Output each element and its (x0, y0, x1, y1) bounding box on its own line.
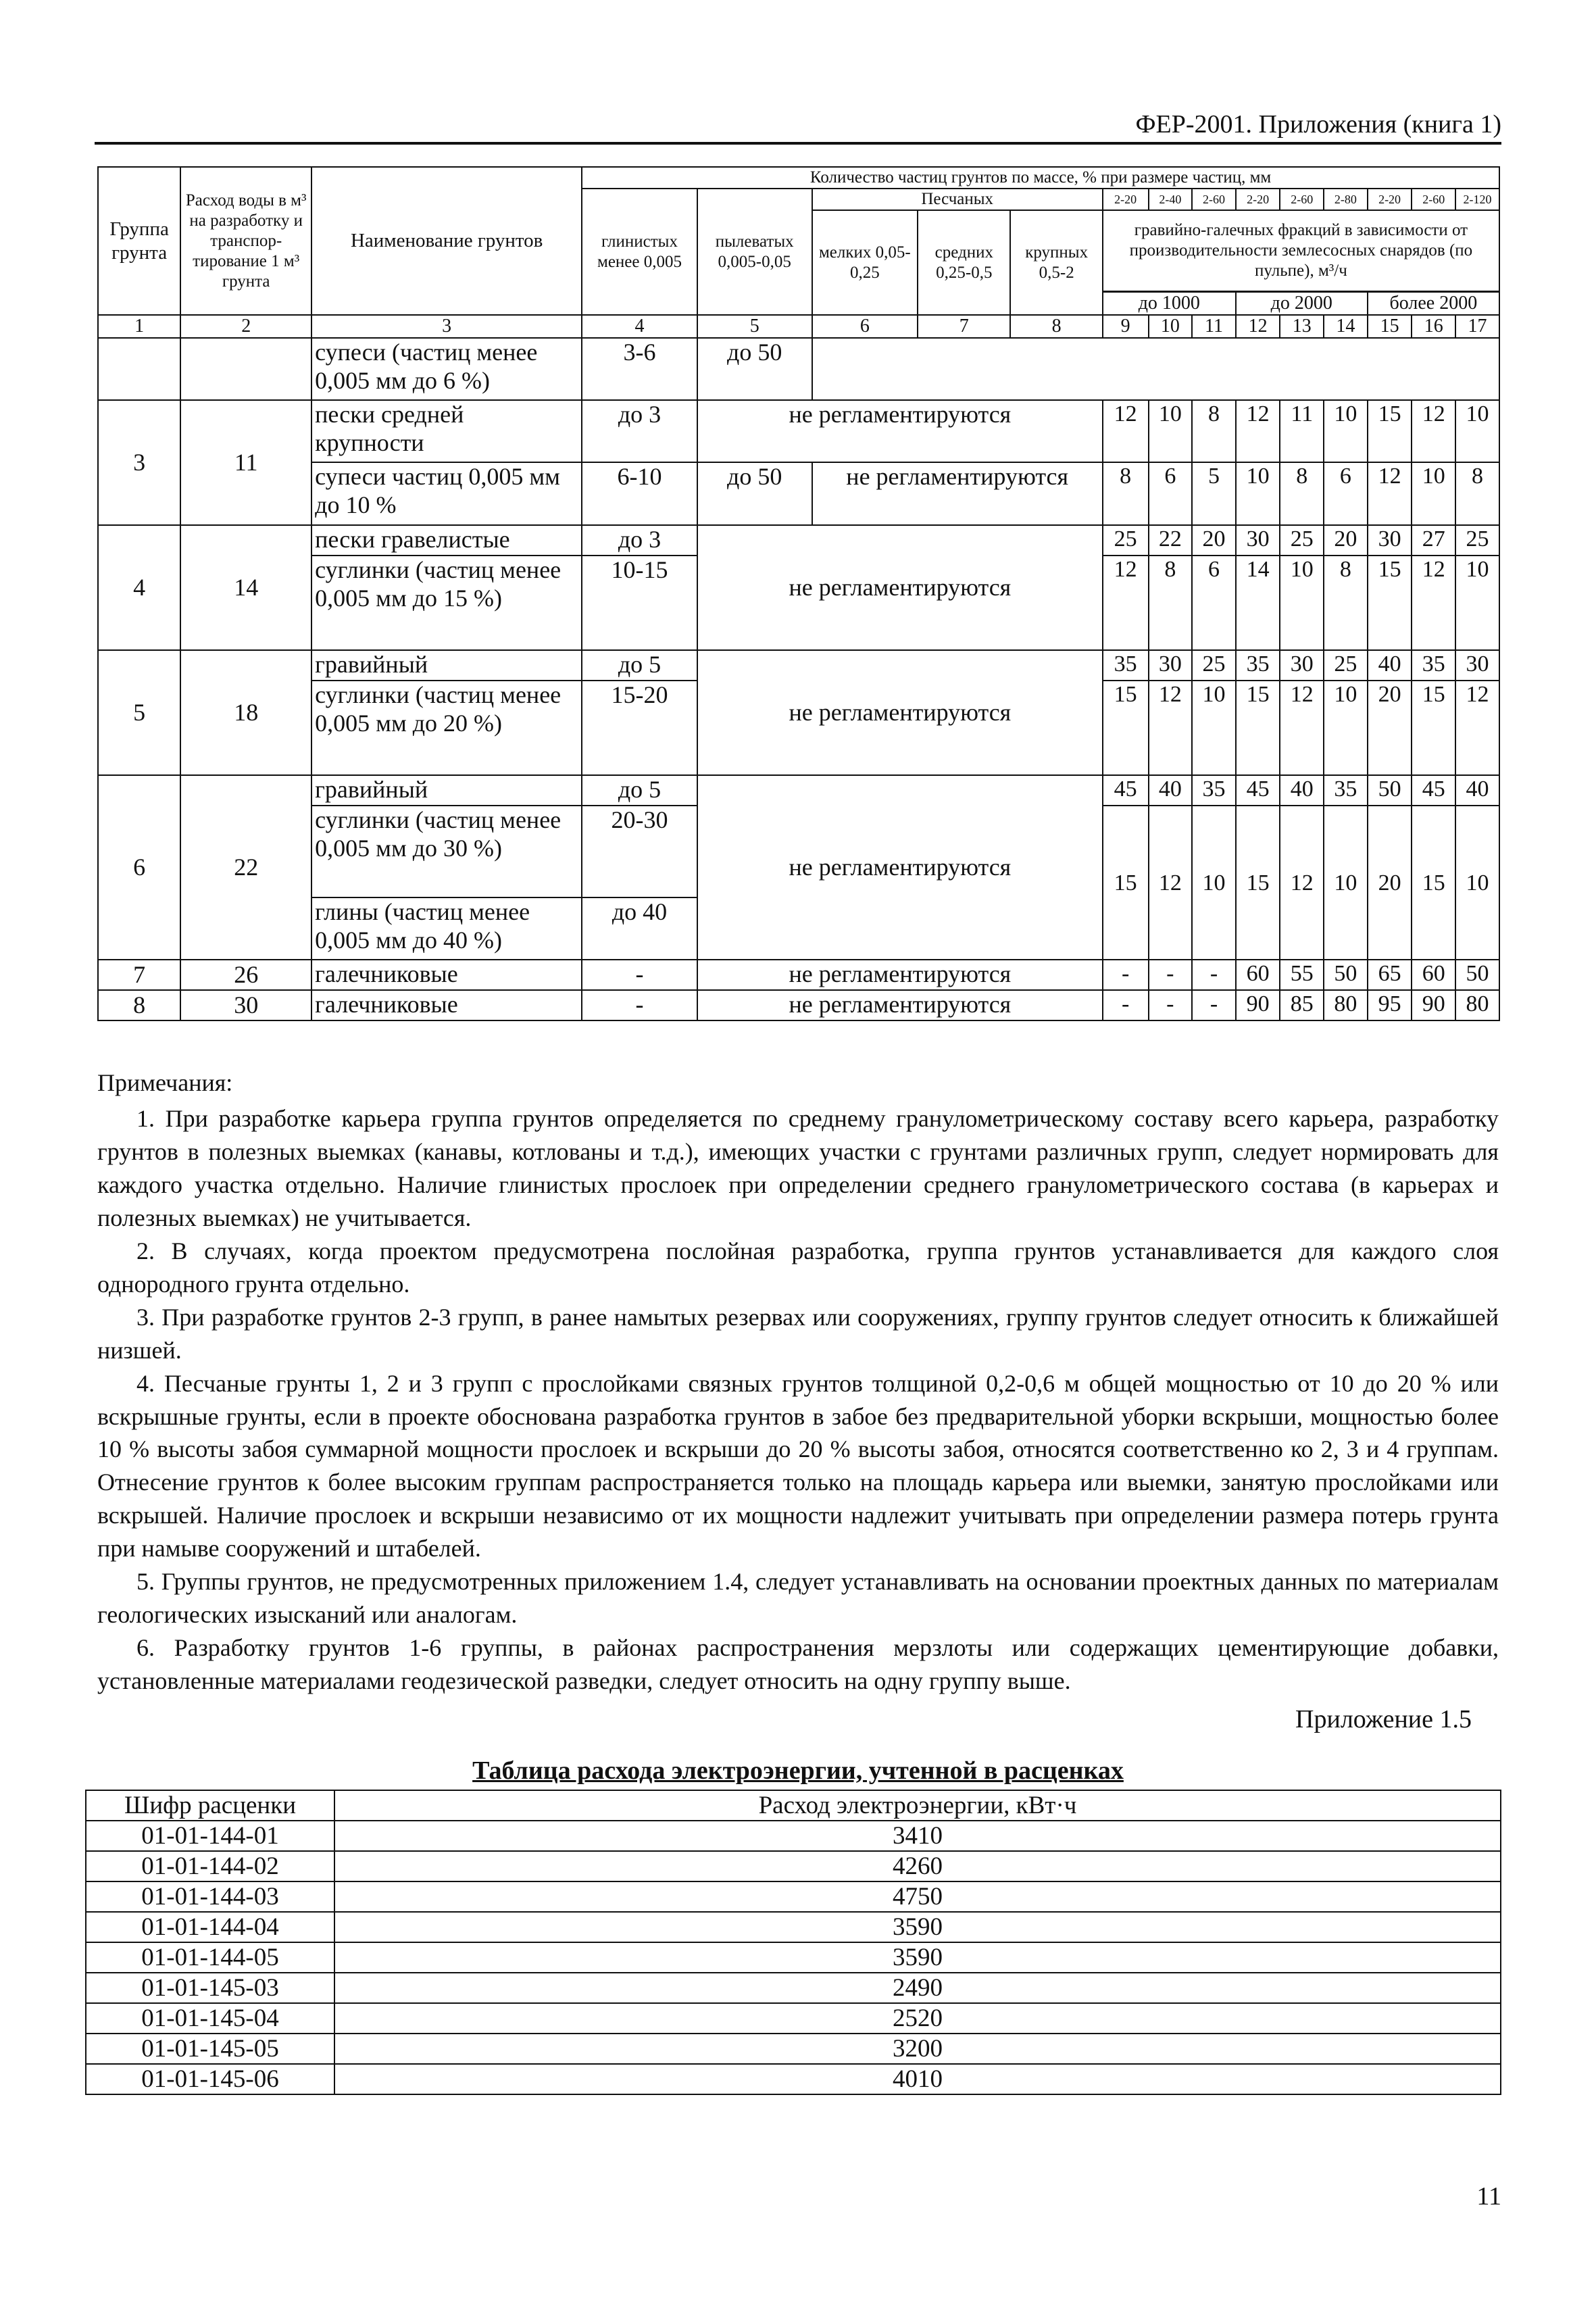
fraction-value: 5 (1192, 462, 1236, 525)
table-row (86, 2034, 1501, 2064)
rate-code: 01-01-144-02 (86, 1851, 334, 1881)
consumption-value: 4750 (334, 1881, 1501, 1912)
head-sand: Песчаных (812, 189, 1103, 210)
table-row (86, 1881, 1501, 1912)
fraction-value: 35 (1412, 650, 1455, 681)
fraction-value: 15 (1236, 681, 1280, 775)
fraction-value: 80 (1324, 990, 1368, 1020)
appendix-label: Приложение 1.5 (1295, 1705, 1472, 1733)
fraction-value: 35 (1192, 775, 1236, 806)
water-value: 18 (180, 650, 311, 775)
head-group: Группа грунта (98, 167, 180, 315)
fraction-value: 10 (1455, 556, 1499, 650)
fraction-value: 45 (1236, 775, 1280, 806)
col-num: 11 (1192, 315, 1236, 338)
fraction-value: 11 (1280, 400, 1324, 462)
fraction-value: 12 (1103, 400, 1149, 462)
fraction-value: - (1149, 960, 1193, 990)
fraction-value: 35 (1236, 650, 1280, 681)
group-number: 3 (98, 400, 180, 525)
notes-title: Примечания: (97, 1069, 233, 1096)
soil-name: суглинки (частиц менее 0,005 мм до 30 %) (311, 806, 582, 897)
consumption-value: 3590 (334, 1912, 1501, 1942)
col-num: 17 (1455, 315, 1499, 338)
note-item: 1. При разработке карьера группа грунтов определяется по среднему гранулометрическому составу всего карьера, разработку грунтов в полезных выемках (канавы, котлованы и т.д.), имеющих участки с грунтами различных групп, следует нормировать для каждого участка отдельно. Наличие глинистых прослоек при определении среднего гранулометрического состава (в карьерах и полезных выемках) не учитывается. (97, 1104, 1499, 1231)
fraction-value: 10 (1280, 556, 1324, 650)
fraction-value: 22 (1149, 525, 1193, 556)
clay-value: 20-30 (582, 806, 697, 897)
consumption-value: 2520 (334, 2003, 1501, 2034)
not-regulated: не регламентируются (697, 960, 1103, 990)
fraction-value: 40 (1368, 650, 1412, 681)
col-num: 9 (1103, 315, 1149, 338)
col-num: 16 (1412, 315, 1455, 338)
fraction-value: 30 (1149, 650, 1193, 681)
consumption-value: 3590 (334, 1942, 1501, 1973)
fraction-value: 15 (1236, 806, 1280, 960)
fraction-value: 65 (1368, 960, 1412, 990)
head-range: 2-120 (1455, 189, 1499, 210)
fraction-value: 15 (1368, 556, 1412, 650)
fraction-value: 80 (1455, 990, 1499, 1020)
head-range: 2-80 (1324, 189, 1368, 210)
table-row (86, 2003, 1501, 2034)
col-num: 7 (918, 315, 1010, 338)
fraction-value: - (1103, 990, 1149, 1020)
col-num: 4 (582, 315, 697, 338)
table-row (98, 338, 1499, 400)
table-row (98, 960, 1499, 990)
col-num: 12 (1236, 315, 1280, 338)
fraction-value: 10 (1324, 681, 1368, 775)
head-perf: более 2000 (1368, 292, 1499, 315)
fraction-value: 8 (1280, 462, 1324, 525)
group-number: 5 (98, 650, 180, 775)
not-regulated: не регламентируются (697, 650, 1103, 775)
clay-value: 3-6 (582, 338, 697, 400)
col-num: 6 (812, 315, 918, 338)
fraction-value: 55 (1280, 960, 1324, 990)
col-num: 13 (1280, 315, 1324, 338)
clay-value: 15-20 (582, 681, 697, 775)
dust-value: до 50 (697, 462, 812, 525)
rate-code: 01-01-144-04 (86, 1912, 334, 1942)
soil-name: пески средней крупности (311, 400, 582, 462)
fraction-value: 45 (1412, 775, 1455, 806)
fraction-value: 8 (1192, 400, 1236, 462)
soil-groups-table (97, 166, 1500, 1021)
col-header-consumption: Расход электроэнергии, кВт·ч (334, 1790, 1501, 1821)
soil-name: суглинки (частиц менее 0,005 мм до 20 %) (311, 681, 582, 775)
clay-value: 6-10 (582, 462, 697, 525)
soil-name: галечниковые (311, 990, 582, 1020)
fraction-value: 25 (1192, 650, 1236, 681)
fraction-value: 25 (1324, 650, 1368, 681)
consumption-value: 3410 (334, 1821, 1501, 1851)
soil-name: гравийный (311, 650, 582, 681)
table-row (98, 650, 1499, 681)
fraction-value: 30 (1368, 525, 1412, 556)
head-perf: до 2000 (1236, 292, 1368, 315)
fraction-value: - (1103, 960, 1149, 990)
fraction-value: 50 (1368, 775, 1412, 806)
soil-name: супеси частиц 0,005 мм до 10 % (311, 462, 582, 525)
table2-title-wrap (97, 1756, 1499, 1786)
water-value: 22 (180, 775, 311, 960)
fraction-value: 12 (1455, 681, 1499, 775)
table-row (86, 2064, 1501, 2094)
col-num: 15 (1368, 315, 1412, 338)
group-number: 7 (98, 960, 180, 990)
rate-code: 01-01-145-05 (86, 2034, 334, 2064)
fraction-value: - (1192, 960, 1236, 990)
col-num: 14 (1324, 315, 1368, 338)
fraction-value: 90 (1412, 990, 1455, 1020)
fraction-value: 10 (1455, 400, 1499, 462)
fraction-value: 20 (1324, 525, 1368, 556)
clay-value: - (582, 990, 697, 1020)
table-row (86, 1821, 1501, 1851)
fraction-value: 60 (1236, 960, 1280, 990)
fraction-value: - (1149, 990, 1193, 1020)
fraction-value: 27 (1412, 525, 1455, 556)
table-row (98, 525, 1499, 556)
fraction-value: 14 (1236, 556, 1280, 650)
running-header: ФЕР-2001. Приложения (книга 1) (1135, 110, 1501, 139)
head-particle-count: Количество частиц грунтов по массе, % при размере частиц, мм (582, 167, 1499, 189)
fraction-value: 20 (1192, 525, 1236, 556)
head-range: 2-20 (1103, 189, 1149, 210)
fraction-value: 8 (1103, 462, 1149, 525)
rate-code: 01-01-145-03 (86, 1973, 334, 2003)
head-range: 2-20 (1236, 189, 1280, 210)
head-sand-coarse: крупных 0,5-2 (1010, 210, 1102, 315)
fraction-value: 25 (1280, 525, 1324, 556)
fraction-value: 35 (1324, 775, 1368, 806)
table-row (98, 400, 1499, 462)
table-row (86, 1942, 1501, 1973)
table-row (98, 775, 1499, 806)
clay-value: до 5 (582, 775, 697, 806)
col-num: 5 (697, 315, 812, 338)
fraction-value: 90 (1236, 990, 1280, 1020)
table-row (86, 1851, 1501, 1881)
col-num: 2 (180, 315, 311, 338)
fraction-value: 85 (1280, 990, 1324, 1020)
fraction-value: 30 (1236, 525, 1280, 556)
consumption-value: 2490 (334, 1973, 1501, 2003)
fraction-value: 30 (1455, 650, 1499, 681)
head-range: 2-40 (1149, 189, 1193, 210)
soil-name: суглинки (частиц менее 0,005 мм до 15 %) (311, 556, 582, 650)
fraction-value: 10 (1412, 462, 1455, 525)
clay-value: - (582, 960, 697, 990)
clay-value: до 40 (582, 897, 697, 960)
note-item: 6. Разработку грунтов 1-6 группы, в районах распространения мерзлоты или содержащих цементирующие добавки, установленные материалами геодезической разведки, следует относить на одну группу выше. (97, 1634, 1499, 1695)
fraction-value: 50 (1455, 960, 1499, 990)
fraction-value: 40 (1280, 775, 1324, 806)
group-number: 4 (98, 525, 180, 650)
fraction-value: 12 (1103, 556, 1149, 650)
fraction-value: 15 (1412, 681, 1455, 775)
fraction-value: 6 (1324, 462, 1368, 525)
col-num: 8 (1010, 315, 1102, 338)
fraction-value: 10 (1192, 806, 1236, 960)
head-perf: до 1000 (1103, 292, 1236, 315)
note-item: 4. Песчаные грунты 1, 2 и 3 групп с прослойками связных грунтов толщиной 0,2-0,6 м общей мощностью от 10 до 20 % или вскрышные грунты, если в проекте обоснована разработка грунтов в забое без предварительной уборки вскрыши, мощностью более 10 % высоты забоя суммарной мощности прослоек и вскрыши до 20 % высоты забоя, относятся соответственно ко 2, 3 и 4 группам. Отнесение грунтов к более высоким группам распространяется только на площадь карьера или выемки, занятую прослойками или вскрышей. Наличие прослоек и вскрыши независимо от их мощности надлежит учитывать при определении размера потерь грунта при намыве сооружений и штабелей. (97, 1369, 1499, 1562)
fraction-value: 35 (1103, 650, 1149, 681)
table2-title: Таблица расхода электроэнергии, учтенной в расценках (472, 1756, 1124, 1785)
fraction-value: - (1192, 990, 1236, 1020)
fraction-value: 12 (1236, 400, 1280, 462)
head-sand-medium: средних 0,25-0,5 (918, 210, 1010, 315)
table-row (98, 990, 1499, 1020)
clay-value: до 5 (582, 650, 697, 681)
col-num: 10 (1149, 315, 1193, 338)
table-row (86, 1973, 1501, 2003)
page-number: 11 (1476, 2182, 1501, 2211)
note-item: 5. Группы грунтов, не предусмотренных приложением 1.4, следует устанавливать на основании проектных данных по материалам геологических изысканий или аналогам. (97, 1568, 1499, 1629)
soil-name: гравийный (311, 775, 582, 806)
soil-name: галечниковые (311, 960, 582, 990)
fraction-value: 8 (1455, 462, 1499, 525)
head-sand-fine: мелких 0,05-0,25 (812, 210, 918, 315)
water-value: 14 (180, 525, 311, 650)
column-numbers-row (98, 315, 1499, 338)
rate-code: 01-01-145-06 (86, 2064, 334, 2094)
not-regulated: не регламентируются (697, 990, 1103, 1020)
consumption-value: 4260 (334, 1851, 1501, 1881)
fraction-value: 15 (1412, 806, 1455, 960)
fraction-value: 15 (1103, 681, 1149, 775)
head-name: Наименование грунтов (311, 167, 582, 315)
fraction-value: 45 (1103, 775, 1149, 806)
fraction-value: 30 (1280, 650, 1324, 681)
soil-name: супеси (частиц менее 0,005 мм до 6 %) (311, 338, 582, 400)
head-range: 2-60 (1412, 189, 1455, 210)
fraction-value: 15 (1103, 806, 1149, 960)
rate-code: 01-01-144-01 (86, 1821, 334, 1851)
fraction-value: 12 (1149, 806, 1193, 960)
fraction-value: 10 (1324, 806, 1368, 960)
note-item: 3. При разработке грунтов 2-3 групп, в ранее намытых резервах или сооружениях, группу грунтов следует относить к ближайшей низшей. (97, 1303, 1499, 1364)
consumption-value: 3200 (334, 2034, 1501, 2064)
fraction-value: 12 (1412, 556, 1455, 650)
electricity-table (85, 1790, 1501, 2095)
fraction-value: 10 (1149, 400, 1193, 462)
rate-code: 01-01-145-04 (86, 2003, 334, 2034)
soil-name: глины (частиц менее 0,005 мм до 40 %) (311, 897, 582, 960)
fraction-value: 12 (1280, 681, 1324, 775)
note-item: 2. В случаях, когда проектом предусмотрена послойная разработка, группа грунтов устанавливается для каждого слоя однородного грунта отдельно. (97, 1237, 1499, 1298)
head-clay: глинистых менее 0,005 (582, 189, 697, 315)
table-row (86, 1912, 1501, 1942)
group-number: 6 (98, 775, 180, 960)
rate-code: 01-01-144-05 (86, 1942, 334, 1973)
water-value: 30 (180, 990, 311, 1020)
water-value: 26 (180, 960, 311, 990)
col-num: 3 (311, 315, 582, 338)
head-range: 2-60 (1192, 189, 1236, 210)
fraction-value: 60 (1412, 960, 1455, 990)
fraction-value: 12 (1368, 462, 1412, 525)
fraction-value: 8 (1324, 556, 1368, 650)
clay-value: до 3 (582, 400, 697, 462)
not-regulated: не регламентируются (812, 462, 1103, 525)
fraction-value: 12 (1149, 681, 1193, 775)
fraction-value: 10 (1455, 806, 1499, 960)
fraction-value: 25 (1455, 525, 1499, 556)
soil-name: пески гравелистые (311, 525, 582, 556)
head-water: Расход воды в м³ на разработку и транспор-тирование 1 м³ грунта (180, 167, 311, 315)
rate-code: 01-01-144-03 (86, 1881, 334, 1912)
group-number: 8 (98, 990, 180, 1020)
fraction-value: 10 (1324, 400, 1368, 462)
not-regulated: не регламентируются (697, 525, 1103, 650)
col-header-code: Шифр расценки (86, 1790, 334, 1821)
fraction-value: 8 (1149, 556, 1193, 650)
fraction-value: 40 (1455, 775, 1499, 806)
fraction-value: 95 (1368, 990, 1412, 1020)
notes-section (97, 1066, 1499, 1698)
water-value: 11 (180, 400, 311, 525)
table-header-row (86, 1790, 1501, 1821)
fraction-value: 40 (1149, 775, 1193, 806)
consumption-value: 4010 (334, 2064, 1501, 2094)
fraction-value: 12 (1412, 400, 1455, 462)
clay-value: до 3 (582, 525, 697, 556)
fraction-value: 10 (1236, 462, 1280, 525)
fraction-value: 12 (1280, 806, 1324, 960)
fraction-value: 50 (1324, 960, 1368, 990)
col-num: 1 (98, 315, 180, 338)
not-regulated: не регламентируются (697, 400, 1103, 462)
fraction-value: 6 (1149, 462, 1193, 525)
fraction-value: 20 (1368, 681, 1412, 775)
clay-value: 10-15 (582, 556, 697, 650)
fraction-value: 20 (1368, 806, 1412, 960)
header-rule (95, 142, 1501, 145)
head-range: 2-20 (1368, 189, 1412, 210)
not-regulated: не регламентируются (697, 775, 1103, 960)
head-dust: пылеватых 0,005-0,05 (697, 189, 812, 315)
head-gravel: гравийно-галечных фракций в зависимости от производительности землесосных снарядов (по пульпе), м³/ч (1103, 210, 1499, 291)
fraction-value: 6 (1192, 556, 1236, 650)
dust-value: до 50 (697, 338, 812, 400)
fraction-value: 10 (1192, 681, 1236, 775)
fraction-value: 15 (1368, 400, 1412, 462)
head-range: 2-60 (1280, 189, 1324, 210)
fraction-value: 25 (1103, 525, 1149, 556)
